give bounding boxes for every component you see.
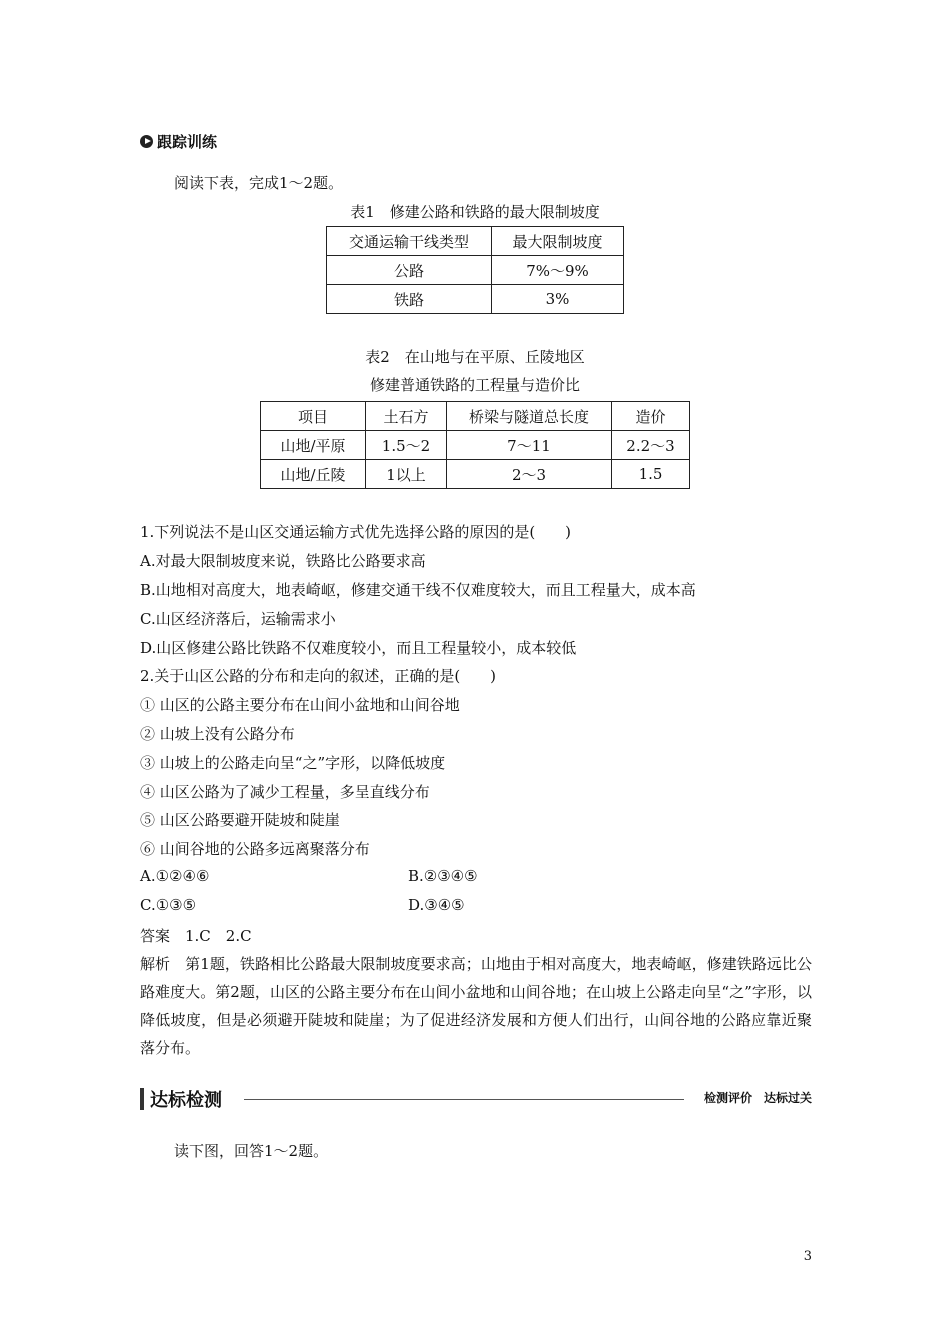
table-cell: 7～11 (447, 431, 612, 460)
table2-caption-line1: 表2 在山地与在平原、丘陵地区 (365, 348, 585, 366)
question-2-option-b: B.②③④⑤ (408, 867, 478, 885)
question-2-item: ② 山坡上没有公路分布 (140, 725, 295, 743)
question-1-stem: 1.下列说法不是山区交通运输方式优先选择公路的原因的是( ) (140, 523, 572, 541)
answer-line: 答案 1.C 2.C (140, 927, 252, 945)
table-cell: 铁路 (327, 285, 492, 314)
section-heading (140, 131, 217, 152)
table-cell: 公路 (327, 256, 492, 285)
table-cell: 山地/平原 (261, 431, 366, 460)
table-header-cell: 桥梁与隧道总长度 (447, 402, 612, 431)
question-1-option-c: C.山区经济落后，运输需求小 (140, 610, 336, 628)
table-cell: 山地/丘陵 (261, 460, 366, 489)
question-2-item: ① 山区的公路主要分布在山间小盆地和山间谷地 (140, 696, 460, 714)
table-header-cell: 造价 (612, 402, 690, 431)
table-header-cell: 最大限制坡度 (492, 227, 624, 256)
question-2-item: ③ 山坡上的公路走向呈“之”字形，以降低坡度 (140, 754, 446, 772)
table-cell: 7%～9% (492, 256, 624, 285)
table-row (261, 460, 690, 489)
table-header-cell: 土石方 (366, 402, 447, 431)
table2 (260, 401, 690, 489)
section-marker (140, 1088, 144, 1110)
question-2-stem: 2.关于山区公路的分布和走向的叙述，正确的是( ) (140, 667, 497, 685)
question-2-item: ④ 山区公路为了减少工程量，多呈直线分布 (140, 783, 430, 801)
question-2-option-a: A.①②④⑥ (140, 867, 210, 885)
question-1-option-d: D.山区修建公路比铁路不仅难度较小，而且工程量较小，成本较低 (140, 639, 577, 657)
table-cell: 2～3 (447, 460, 612, 489)
question-2-option-c: C.①③⑤ (140, 896, 197, 914)
section-subtitle: 检测评价 达标过关 (703, 1091, 812, 1105)
final-prompt: 读下图，回答1～2题。 (174, 1142, 329, 1160)
table-cell: 3% (492, 285, 624, 314)
question-1-option-b: B.山地相对高度大，地表崎岖，修建交通干线不仅难度较大，而且工程量大，成本高 (140, 581, 696, 599)
intro-text: 阅读下表，完成1～2题。 (174, 174, 344, 192)
table1-caption: 表1 修建公路和铁路的最大限制坡度 (350, 203, 600, 221)
play-icon (140, 135, 153, 148)
section-bar (140, 1087, 812, 1111)
table2-caption-line2: 修建普通铁路的工程量与造价比 (369, 376, 580, 394)
table-header-row (327, 227, 624, 256)
question-2-option-d: D.③④⑤ (408, 896, 465, 914)
question-2-item: ⑥ 山间谷地的公路多远离聚落分布 (140, 840, 370, 858)
section-divider (244, 1099, 684, 1100)
section-title: 达标检测 (150, 1090, 222, 1111)
table1 (326, 226, 624, 314)
question-1-option-a: A.对最大限制坡度来说，铁路比公路要求高 (140, 552, 426, 570)
table-cell: 1以上 (366, 460, 447, 489)
table-cell: 1.5～2 (366, 431, 447, 460)
analysis-paragraph: 解析 第1题，铁路相比公路最大限制坡度要求高；山地由于相对高度大，地表崎岖，修建铁路远比公路难度大。第2题，山区的公路主要分布在山间小盆地和山间谷地；在山坡上公路走向呈“之”字形，以降低坡度，但是必须避开陡坡和陡崖；为了促进经济发展和方便人们出行，山间谷地的公路应靠近聚落分布。 (140, 955, 812, 1057)
table-cell: 1.5 (612, 460, 690, 489)
table-cell: 2.2～3 (612, 431, 690, 460)
page-number: 3 (803, 1249, 812, 1264)
table-row (327, 256, 624, 285)
table-header-cell: 交通运输干线类型 (327, 227, 492, 256)
question-2-item: ⑤ 山区公路要避开陡坡和陡崖 (140, 811, 340, 829)
table-header-cell: 项目 (261, 402, 366, 431)
table-row (327, 285, 624, 314)
table-header-row (261, 402, 690, 431)
table-row (261, 431, 690, 460)
heading-text: 跟踪训练 (157, 133, 218, 151)
